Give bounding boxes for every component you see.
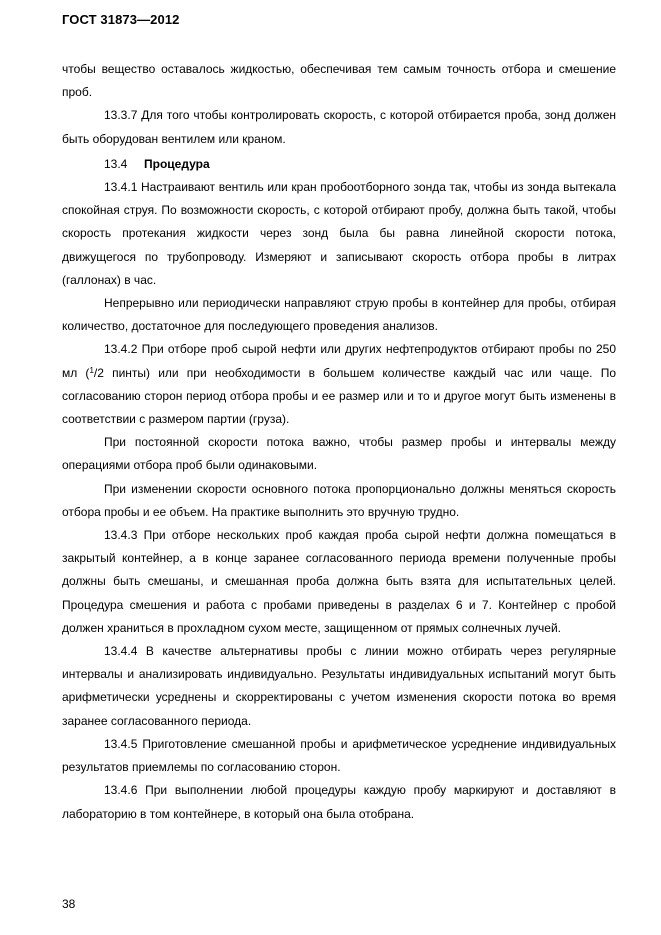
- paragraph-13-3-7: 13.3.7 Для того чтобы контролировать скорость, с которой отбирается проба, зонд должен быть оборудован вентилем или краном.: [62, 108, 616, 146]
- section-heading: [62, 153, 616, 176]
- paragraph-constant-flow: При постоянной скорости потока важно, чтобы размер пробы и интервалы между операциями отбора проб были одинаковыми.: [62, 435, 616, 473]
- page-number: 38: [62, 897, 76, 911]
- paragraph-13-4-1: 13.4.1 Настраивают вентиль или кран пробоотборного зонда так, чтобы из зонда вытекала спокойная струя. По возможности скорость, с которой отбирают пробу, должна быть такой, чтобы скорость протекания жидкости через зонд была бы равна линейной скорости потока, движущегося по трубопроводу. Измеряют и записывают скорость отбора пробы в литрах (галлонах) в час.: [62, 180, 616, 287]
- section-title: Процедура: [144, 156, 210, 171]
- document-body: [62, 58, 616, 826]
- paragraph-continuous-sampling: Непрерывно или периодически направляют струю пробы в контейнер для пробы, отбирая количество, достаточное для последующего проведения анализов.: [62, 296, 616, 334]
- paragraph-13-4-2: [62, 338, 616, 431]
- fraction-denominator: 2: [97, 365, 104, 380]
- paragraph-variable-flow: При изменении скорости основного потока пропорционально должны меняться скорость отбора пробы и ее объем. На практике выполнить это вручную трудно.: [62, 481, 616, 519]
- fraction-slash: /: [93, 365, 98, 380]
- paragraph-continuation: чтобы вещество оставалось жидкостью, обеспечивая тем самым точность отбора и смешение проб.: [62, 62, 616, 100]
- paragraph-13-4-2-end: пинты) или при необходимости в большем количестве каждый час или чаще. По согласованию сторон период отбора пробы и ее размер или и то и другое могут быть изменены в соответствии с размером партии (груза).: [62, 365, 616, 427]
- section-number: 13.4: [104, 156, 128, 171]
- paragraph-13-4-4: 13.4.4 В качестве альтернативы пробы с линии можно отбирать через регулярные интервалы и анализировать индивидуально. Результаты индивидуальных испытаний могут быть арифметически усреднены и скорректированы с учетом изменения скорости потока во время заранее согласованного периода.: [62, 644, 616, 728]
- paragraph-13-4-2-start: 13.4.2 При отборе проб сырой нефти или других нефтепродуктов отбирают пробы по 250 мл (: [62, 342, 616, 380]
- paragraph-13-4-6: 13.4.6 При выполнении любой процедуры каждую пробу маркируют и доставляют в лабораторию в том контейнере, в который она была отобрана.: [62, 783, 616, 821]
- paragraph-13-4-3: 13.4.3 При отборе нескольких проб каждая проба сырой нефти должна помещаться в закрытый контейнер, а в конце заранее согласованного периода времени полученные пробы должны быть смешаны, и смешанная проба должна быть взята для испытательных целей. Процедура смешения и работа с пробами приведены в разделах 6 и 7. Контейнер с пробой должен храниться в прохладном сухом месте, защищенном от прямых солнечных лучей.: [62, 528, 616, 635]
- paragraph-13-4-5: 13.4.5 Приготовление смешанной пробы и арифметическое усреднение индивидуальных результатов приемлемы по согласованию сторон.: [62, 736, 616, 775]
- document-header: ГОСТ 31873—2012: [62, 12, 180, 27]
- fraction-numerator: 1: [89, 365, 94, 375]
